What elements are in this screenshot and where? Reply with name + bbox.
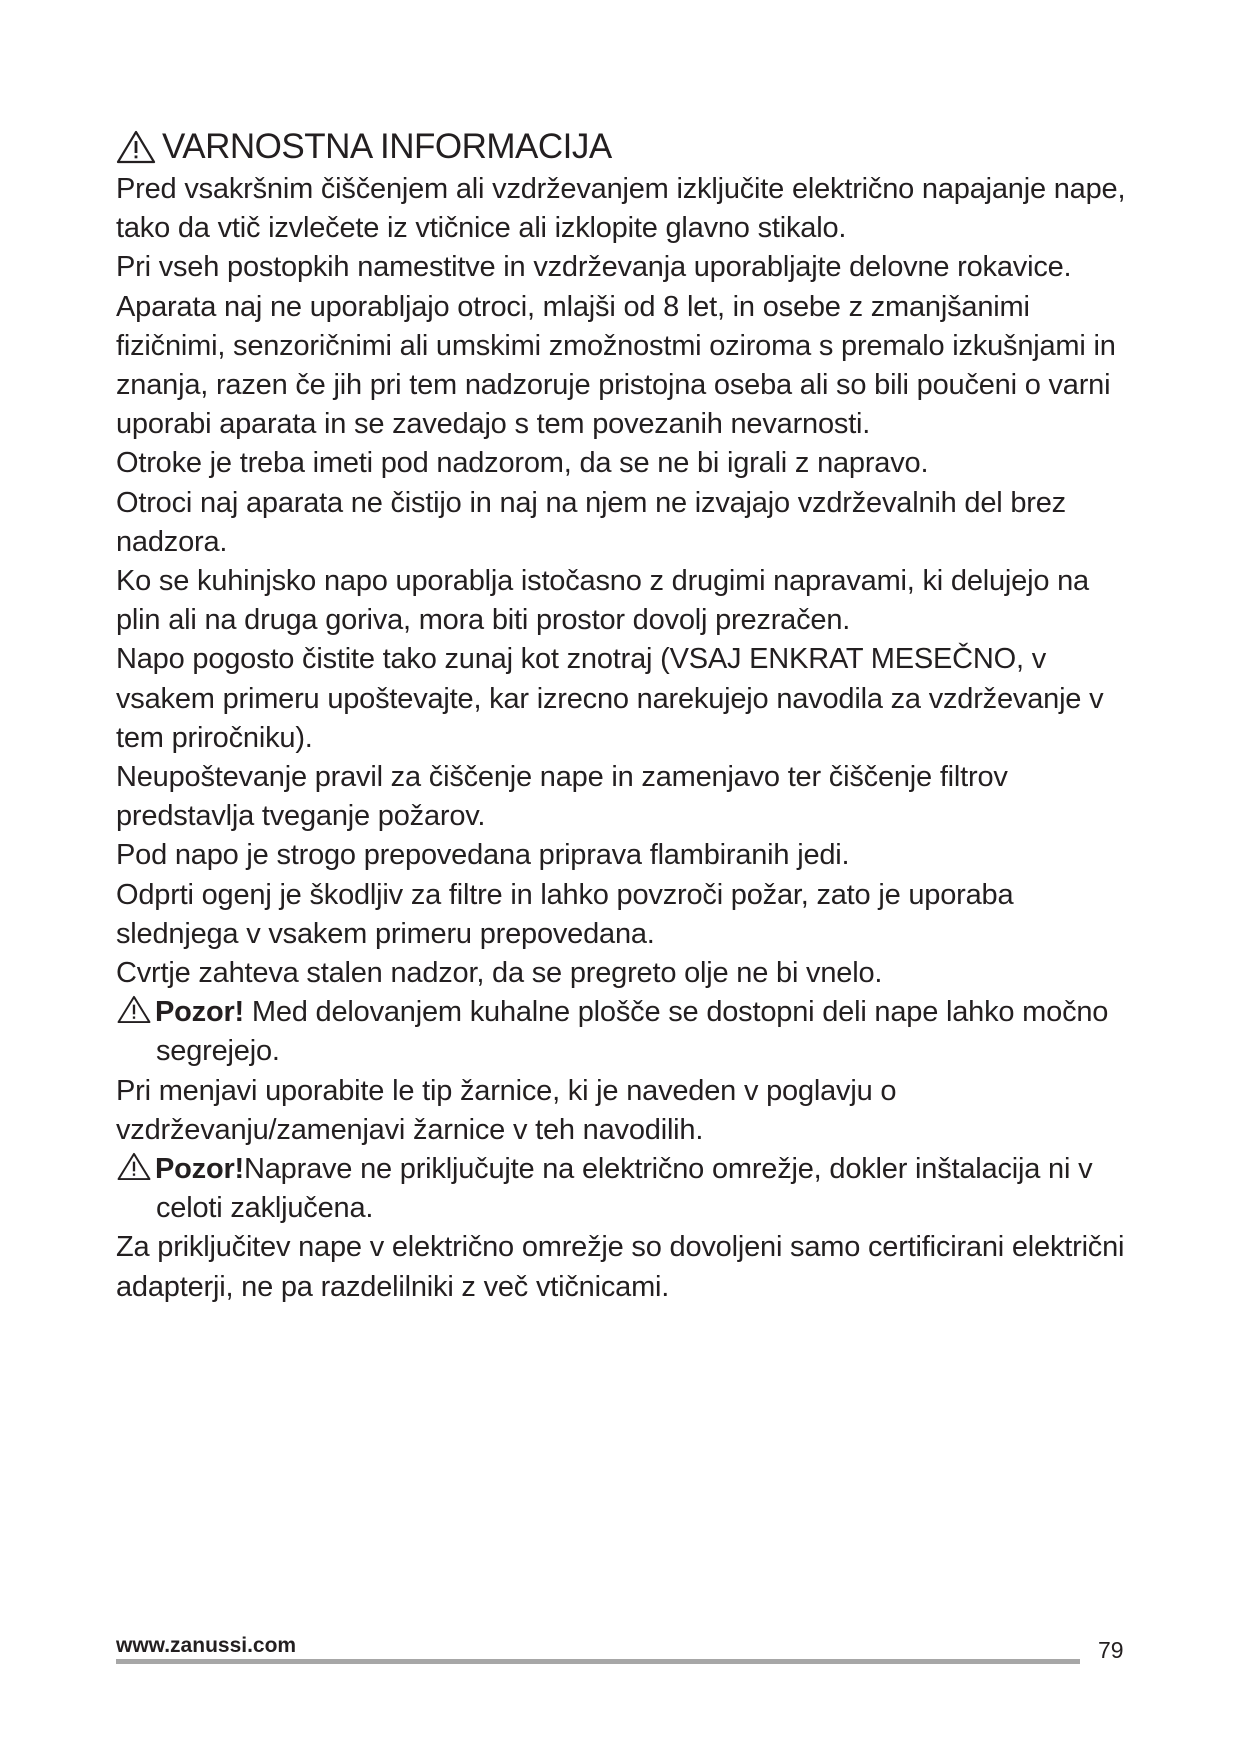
warning-text: Med delovanjem kuhalne plošče se dostopni deli nape lahko močno segrejejo.	[156, 996, 1109, 1068]
safety-section	[116, 124, 1136, 1307]
warning-label: Pozor!	[155, 996, 245, 1029]
warning-text: Naprave ne priključujte na električno omrežje, dokler inštalacija ni v celoti zaključena.	[156, 1153, 1093, 1225]
warning-connect-after-install	[116, 1150, 1136, 1228]
section-heading	[116, 124, 1136, 170]
warning-triangle-icon	[116, 130, 156, 164]
warning-label: Pozor!	[155, 1153, 245, 1186]
paragraph-gloves: Pri vseh postopkih namestitve in vzdrževanja uporabljajte delovne rokavice.	[116, 251, 1072, 284]
footer-url: www.zanussi.com	[116, 1634, 297, 1657]
paragraph-fire-risk: Neupoštevanje pravil za čiščenje nape in zamenjavo ter čiščenje filtrov predstavlja tveganje požarov.	[116, 761, 1008, 833]
warning-triangle-icon	[116, 995, 152, 1024]
paragraph-open-flame: Odprti ogenj je škodljiv za filtre in lahko povzroči požar, zato je uporaba slednjega v vsakem primeru prepovedana.	[116, 878, 1014, 950]
paragraph-disconnect-power: Pred vsakršnim čiščenjem ali vzdrževanjem izključite električno napajanje nape, tako da vtič izvlečete iz vtičnice ali izklopite glavno stikalo.	[116, 173, 1126, 245]
paragraph-children-cleaning: Otroci naj aparata ne čistijo in naj na njem ne izvajajo vzdrževalnih del brez nadzora.	[116, 486, 1066, 558]
warning-hot-parts	[116, 993, 1136, 1071]
paragraph-frying: Cvrtje zahteva stalen nadzor, da se pregreto olje ne bi vnelo.	[116, 957, 883, 990]
warning-triangle-icon	[116, 1152, 152, 1181]
paragraph-adapters: Za priključitev nape v električno omrežje so dovoljeni samo certificirani električni adapterji, ne pa razdelilniki z več vtičnicami.	[116, 1231, 1125, 1303]
paragraph-cleaning-frequency: Napo pogosto čistite tako zunaj kot znotraj (VSAJ ENKRAT MESEČNO, v vsakem primeru upoštevajte, kar izrecno narekujejo navodila za vzdrževanje v tem priročniku).	[116, 643, 1104, 754]
paragraph-children-persons: Aparata naj ne uporabljajo otroci, mlajši od 8 let, in osebe z zmanjšanimi fizičnimi, senzoričnimi ali umskimi zmožnostmi oziroma s premalo izkušnjami in znanja, razen če jih pri tem nadzoruje pristojna oseba ali so bili poučeni o varni uporabi aparata in se zavedajo s tem povezanih nevarnosti.	[116, 290, 1116, 441]
paragraph-ventilation: Ko se kuhinjsko napo uporablja istočasno z drugimi napravami, ki delujejo na plin ali na druga goriva, mora biti prostor dovolj prezračen.	[116, 565, 1089, 637]
paragraph-bulb-type: Pri menjavi uporabite le tip žarnice, ki je naveden v poglavju o vzdrževanju/zamenjavi žarnice v teh navodilih.	[116, 1074, 897, 1146]
page-number: 79	[1098, 1637, 1124, 1663]
paragraph-supervise-children: Otroke je treba imeti pod nadzorom, da se ne bi igrali z napravo.	[116, 447, 929, 480]
paragraph-flambe: Pod napo je strogo prepovedana priprava flambiranih jedi.	[116, 839, 850, 872]
section-title: VARNOSTNA INFORMACIJA	[162, 127, 612, 166]
footer-divider	[116, 1659, 1080, 1664]
